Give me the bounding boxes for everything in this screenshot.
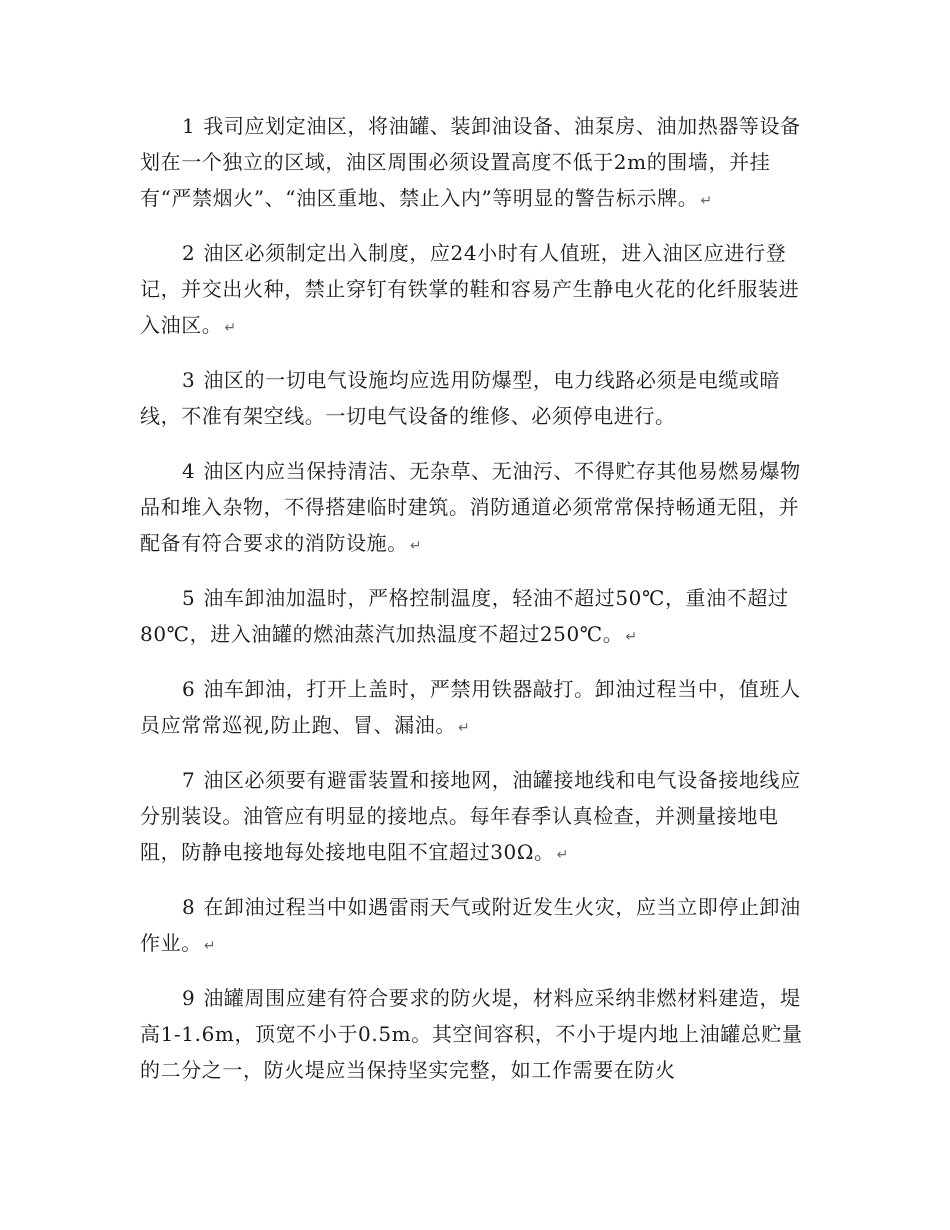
paragraph-text: 油车卸油，打开上盖时，严禁用铁器敲打。卸油过程当中，值班人员应常常巡视,防止跑、冒、漏油。 bbox=[140, 677, 801, 737]
paragraph-number: 6 bbox=[182, 677, 196, 701]
paragraph-number: 2 bbox=[182, 241, 196, 265]
paragraph-6 bbox=[140, 671, 812, 746]
paragraph-text: 油区必须要有避雷装置和接地网，油罐接地线和电气设备接地线应分别装设。油管应有明显的接地点。每年春季认真检查，并测量接地电阻，防静电接地每处接地电阻不宜超过30Ω。 bbox=[140, 768, 801, 864]
paragraph-number: 8 bbox=[182, 895, 196, 919]
paragraph-number: 1 bbox=[182, 114, 196, 138]
paragraph-mark-icon: ↵ bbox=[203, 938, 217, 954]
paragraph-8 bbox=[140, 889, 812, 964]
paragraph-mark-icon: ↵ bbox=[556, 847, 569, 863]
paragraph-number: 4 bbox=[182, 459, 196, 483]
paragraph-1 bbox=[140, 108, 812, 219]
paragraph-mark-icon: ↵ bbox=[409, 538, 423, 554]
paragraph-mark-icon: ↵ bbox=[224, 320, 237, 336]
paragraph-text: 油车卸油加温时，严格控制温度，轻油不超过50℃，重油不超过80℃，进入油罐的燃油蒸汽加热温度不超过250℃。 bbox=[140, 586, 789, 646]
paragraph-text: 油罐周围应建有符合要求的防火堤，材料应采纳非燃材料建造，堤高1-1.6m，顶宽不小于0.5m。其空间容积，不小于堤内地上油罐总贮量的二分之一，防火堤应当保持坚实完整，如工作需要在防火 bbox=[140, 986, 803, 1082]
paragraph-number: 9 bbox=[182, 986, 196, 1010]
paragraph-number: 7 bbox=[182, 768, 196, 792]
paragraph-text: 油区的一切电气设施均应选用防爆型，电力线路必须是电缆或暗线，不准有架空线。一切电气设备的维修、必须停电进行。 bbox=[140, 368, 781, 428]
paragraph-mark-icon: ↵ bbox=[700, 193, 713, 209]
paragraph-mark-icon: ↵ bbox=[457, 720, 471, 736]
paragraph-4 bbox=[140, 453, 812, 564]
paragraph-text: 我司应划定油区，将油罐、装卸油设备、油泵房、油加热器等设备划在一个独立的区域，油区周围必须设置高度不低于2m的围墙，并挂有“严禁烟火”、“油区重地、禁止入内”等明显的警告标示牌。 bbox=[140, 114, 801, 210]
paragraph-3 bbox=[140, 362, 812, 437]
paragraph-number: 3 bbox=[182, 368, 196, 392]
paragraph-7 bbox=[140, 762, 812, 873]
paragraph-text: 油区必须制定出入制度，应24小时有人值班，进入油区应进行登记，并交出火种，禁止穿钉有铁掌的鞋和容易产生静电火花的化纤服装进入油区。 bbox=[140, 241, 800, 337]
paragraph-mark-icon: ↵ bbox=[625, 629, 638, 645]
paragraph-5 bbox=[140, 580, 812, 655]
paragraph-text: 在卸油过程当中如遇雷雨天气或附近发生火灾，应当立即停止卸油作业。 bbox=[140, 895, 801, 955]
document-body bbox=[140, 108, 812, 1107]
paragraph-2 bbox=[140, 235, 812, 346]
paragraph-9 bbox=[140, 980, 812, 1091]
paragraph-text: 油区内应当保持清洁、无杂草、无油污、不得贮存其他易燃易爆物品和堆入杂物，不得搭建临时建筑。消防通道必须常常保持畅通无阻，并配备有符合要求的消防设施。 bbox=[140, 459, 801, 555]
paragraph-number: 5 bbox=[182, 586, 196, 610]
